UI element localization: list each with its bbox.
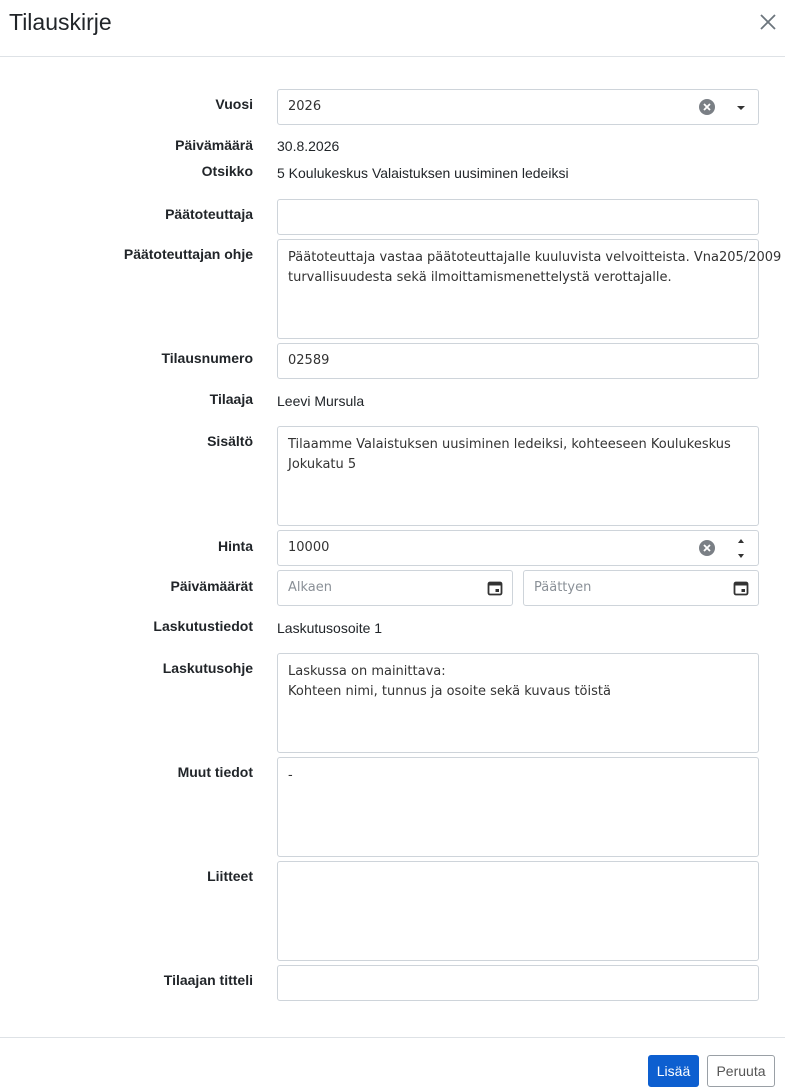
textarea-line: Päätoteuttaja vastaa päätoteuttajalle kuuluvista velvoitteista. Vna205/2009 (288, 250, 782, 265)
textarea-line: turvallisuudesta sekä ilmoittamismenettelystä verottajalle. (288, 270, 672, 285)
year-value: 2026 (288, 99, 322, 114)
orderer-label: Tilaaja (209, 391, 253, 407)
calendar-icon[interactable] (733, 580, 749, 596)
billing-info-label: Laskutustiedot (153, 618, 253, 634)
year-select[interactable] (277, 89, 759, 125)
price-value: 10000 (288, 540, 330, 555)
start-date-placeholder: Alkaen (288, 580, 333, 595)
end-date-input[interactable] (523, 570, 759, 606)
clear-icon[interactable] (698, 539, 716, 557)
end-date-placeholder: Päättyen (534, 580, 592, 595)
billing-instructions-textarea[interactable] (277, 653, 759, 753)
subject-label: Otsikko (201, 163, 253, 179)
date-value: 30.8.2026 (277, 138, 340, 154)
billing-info-value: Laskutusosoite 1 (277, 620, 383, 636)
orderer-value: Leevi Mursula (277, 393, 365, 409)
dialog-header (0, 0, 785, 57)
main-contractor-instructions-label: Päätoteuttajan ohje (123, 246, 253, 262)
subject-value: 5 Koulukeskus Valaistuksen uusiminen ledeiksi (277, 165, 569, 181)
orderer-title-input[interactable] (277, 965, 759, 1001)
main-contractor-input[interactable] (277, 199, 759, 235)
order-number-label: Tilausnumero (161, 350, 253, 366)
add-button[interactable]: Lisää (648, 1055, 699, 1087)
dialog-footer (0, 1037, 785, 1091)
content-label: Sisältö (207, 433, 253, 449)
calendar-icon[interactable] (487, 580, 503, 596)
billing-instructions-label: Laskutusohje (162, 660, 253, 676)
main-contractor-instructions-textarea[interactable] (277, 239, 782, 339)
date-label: Päivämäärä (175, 137, 253, 153)
textarea-line: Tilaamme Valaistuksen uusiminen ledeiksi, kohteeseen Koulukeskus (288, 437, 731, 452)
clear-icon[interactable] (698, 98, 716, 116)
chevron-down-icon[interactable] (735, 102, 747, 114)
other-info-textarea[interactable] (277, 757, 759, 857)
order-number-value: 02589 (288, 353, 330, 368)
price-label: Hinta (218, 538, 253, 554)
spinner-arrows-icon[interactable] (735, 536, 747, 560)
textarea-line: Laskussa on mainittava: (288, 664, 446, 679)
cancel-button[interactable]: Peruuta (707, 1055, 775, 1087)
textarea-line: Jokukatu 5 (288, 457, 357, 472)
year-label: Vuosi (215, 96, 253, 112)
content-textarea[interactable] (277, 426, 759, 526)
textarea-line: - (288, 768, 293, 783)
main-contractor-label: Päätoteuttaja (165, 206, 253, 222)
order-number-input[interactable] (277, 343, 759, 379)
close-icon[interactable] (756, 10, 780, 34)
dialog-title: Tilauskirje (9, 9, 112, 35)
textarea-line: Kohteen nimi, tunnus ja osoite sekä kuvaus töistä (288, 684, 611, 699)
dates-label: Päivämäärät (170, 578, 253, 594)
price-input[interactable] (277, 530, 759, 566)
start-date-input[interactable] (277, 570, 513, 606)
attachments-textarea[interactable] (277, 861, 759, 961)
other-info-label: Muut tiedot (177, 764, 253, 780)
attachments-label: Liitteet (207, 868, 253, 884)
orderer-title-label: Tilaajan titteli (163, 972, 253, 988)
